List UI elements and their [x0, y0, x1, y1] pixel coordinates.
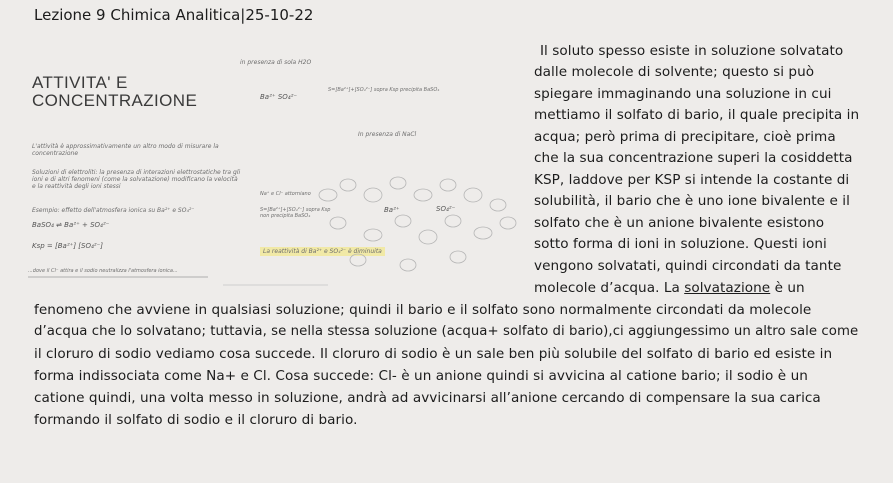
slide-note-water: in presenza di sola H2O — [240, 59, 312, 66]
slide-chem-solubility: S=[Ba²⁺]+[SO₄²⁻] sopra Ksp precipita BaSO₄ — [328, 87, 440, 93]
text-line: d’acqua che lo solvatano; tuttavia, se nella stessa soluzione (acqua+ solfato di bario),ci aggiungessimo un altro sale come — [34, 324, 859, 339]
slide-note-nacl: In presenza di NaCl — [358, 131, 417, 138]
slide-ion-ba: Ba²⁺ — [384, 206, 400, 214]
slide-activity-definition: L'attività è approssimativamente un altro modo di misurare la concentrazione — [32, 143, 219, 157]
text-line: il cloruro di sodio vediamo cosa succede. Il cloruro di sodio è un sale ben più solubile del solfato di bario ed esiste in — [34, 346, 833, 362]
slide-example-text: Esempio: effetto dell'atmosfera ionica su Ba²⁺ e SO₄²⁻ — [32, 207, 195, 214]
text-line: KSP, laddove per KSP si intende la costante di — [534, 172, 850, 188]
text-line: vengono solvatati, quindi circondati da tante — [534, 258, 842, 274]
text-line: formando il solfato di sodio e il cloruro di bario. — [34, 412, 358, 428]
text-line: solfato che è un anione bivalente esistono — [534, 215, 825, 231]
text-line: spiegare immaginando una soluzione in cui — [534, 86, 832, 102]
slide-chem-ions: Ba²⁺ SO₄²⁻ — [260, 93, 298, 101]
text-line: catione quindi, una volta messo in soluzione, andrà ad avvicinarsi all’anione cercando di compensare la sua carica — [34, 390, 821, 406]
slide-equilibrium: BaSO₄ ⇌ Ba²⁺ + SO₄²⁻ — [32, 221, 110, 229]
slide-caption-highlight: La reattività di Ba²⁺ e SO₄²⁻ è diminuita — [260, 247, 385, 256]
text-line: dalle molecole di solvente; questo si può — [534, 64, 815, 80]
text-line: fenomeno che avviene in qualsiasi soluzione; quindi il bario e il solfato sono normalmente circondati da molecole — [34, 302, 812, 318]
page-title: Lezione 9 Chimica Analitica|25-10-22 — [34, 6, 314, 24]
slide-note-precipitation: S=[Ba²⁺]+[SO₄²⁻] sopra Ksp non precipita BaSO₄ — [260, 207, 331, 219]
text-line: Il soluto spesso esiste in soluzione solvatato — [540, 43, 844, 59]
slide-heading-line1: ATTIVITA' E — [32, 73, 128, 92]
text-line: solubilità, il bario che è uno ione bivalente e il — [534, 193, 850, 209]
ion-cluster-diagram — [28, 45, 528, 293]
text-line: mettiamo il solfato di bario, il quale precipita in — [534, 107, 860, 123]
underlined-term: solvatazione — [684, 280, 771, 296]
text-line: sotto forma di ioni in soluzione. Questi ioni — [534, 236, 827, 252]
slide-bottom-note: ...dove il Cl⁻ attira e il sodio neutralizza l'atmosfera ionica... — [28, 268, 178, 274]
slide-heading-line2: CONCENTRAZIONE — [32, 91, 198, 110]
slide-electrolytes-text: Soluzioni di elettroliti: la presenza di interazioni elettrostatiche tra gli ioni e di altri fenomeni (come la solvatazione) modificano la velocità e la reattività degli ioni stessi — [32, 169, 241, 190]
text-line — [534, 280, 805, 296]
text-fragment: molecole d’acqua. La — [534, 280, 685, 296]
text-line: che la sua concentrazione superi la cosiddetta — [534, 150, 853, 166]
text-fragment: è un — [770, 280, 805, 296]
slide-note-na-cl: Na⁺ e Cl⁻ attorniano — [260, 191, 311, 197]
slide-ion-so4: SO₄²⁻ — [436, 205, 456, 213]
slide-ksp-expression: Ksp = [Ba²⁺] [SO₄²⁻] — [32, 242, 103, 250]
text-line: forma indissociata come Na+ e Cl. Cosa succede: Cl- è un anione quindi si avvicina al catione bario; il sodio è un — [34, 368, 808, 384]
text-line: acqua; però prima di precipitare, cioè prima — [534, 129, 836, 145]
lecture-slide-image — [28, 45, 528, 293]
